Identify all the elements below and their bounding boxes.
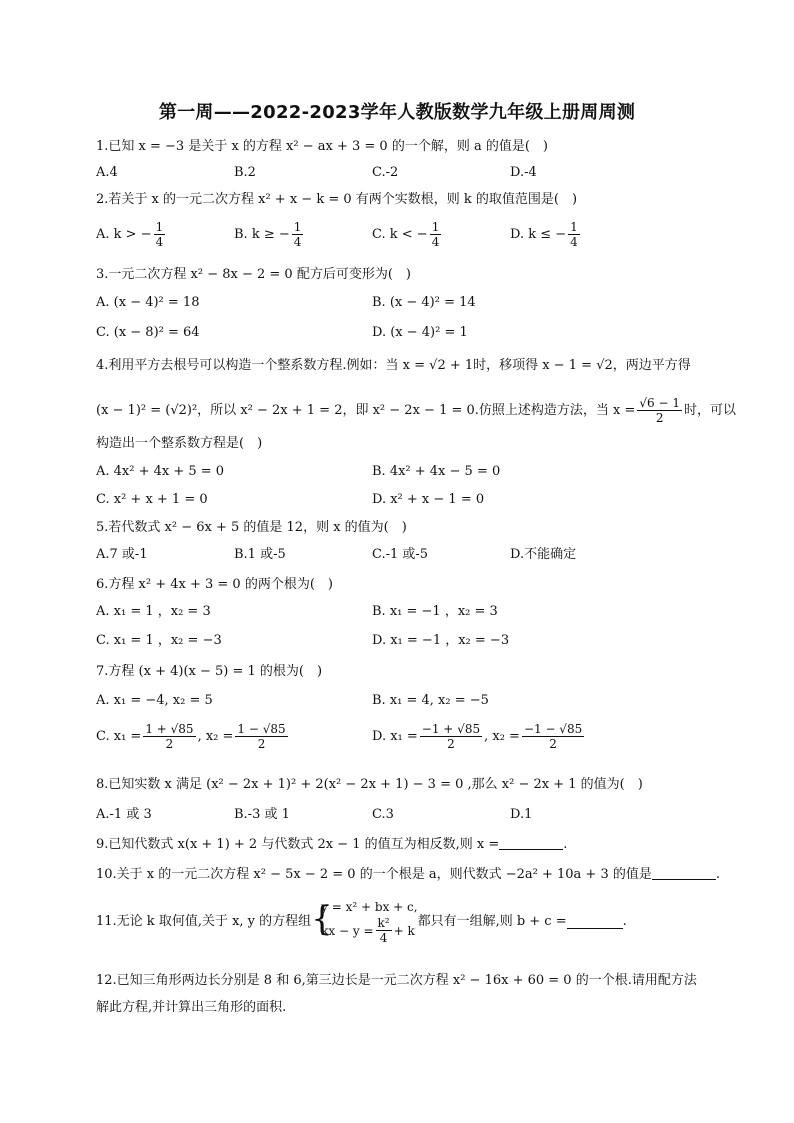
question-10-end: . — [715, 867, 720, 882]
q2-option-c — [372, 220, 443, 249]
q4-option-d: D. x² + x − 1 = 0 — [372, 492, 485, 507]
q7-option-a: A. x₁ = −4, x₂ = 5 — [96, 693, 213, 708]
fraction-numerator: 1 — [155, 220, 164, 234]
q7-option-d-label: D. x₁ = — [372, 729, 418, 744]
q2-option-b — [234, 220, 305, 249]
fraction-numerator: 1 − √85 — [237, 722, 286, 736]
fraction-denominator: 4 — [431, 235, 440, 249]
question-7: 7.方程 (x + 4)(x − 5) = 1 的根为( ) — [96, 664, 323, 679]
q3-option-c: C. (x − 8)² = 64 — [96, 325, 200, 340]
q5-option-b: B.1 或-5 — [234, 547, 286, 562]
question-11-suffix: 都只有一组解,则 b + c = — [417, 913, 567, 929]
fraction-numerator: 1 + √85 — [145, 722, 194, 736]
q8-option-a: A.-1 或 3 — [96, 807, 152, 822]
question-4-line-2 — [96, 396, 736, 425]
q5-option-d: D.不能确定 — [510, 547, 577, 562]
q6-option-a: A. x₁ = 1 ，x₂ = 3 — [96, 604, 211, 619]
answer-blank — [652, 866, 716, 880]
fraction — [430, 220, 442, 249]
left-brace-icon: { — [311, 899, 333, 939]
equation-1: y = x² + bx + c, — [321, 900, 418, 914]
question-9 — [96, 836, 567, 854]
question-1: 1.已知 x = −3 是关于 x 的方程 x² − ax + 3 = 0 的一个解，则 a 的值是( ) — [96, 139, 548, 154]
q7-option-d — [372, 722, 586, 751]
question-6: 6.方程 x² + 4x + 3 = 0 的两个根为( ) — [96, 577, 333, 592]
q7-option-c-label: C. x₁ = — [96, 729, 142, 744]
q8-option-c: C.3 — [372, 807, 394, 822]
fraction — [376, 916, 392, 945]
fraction-denominator: 2 — [549, 737, 557, 751]
answer-blank — [567, 915, 623, 929]
q8-option-b: B.-3 或 1 — [234, 807, 290, 822]
q6-option-c: C. x₁ = 1 ，x₂ = −3 — [96, 633, 222, 648]
fraction — [568, 220, 580, 249]
page-title: 第一周——2022-2023学年人教版数学九年级上册周周测 — [158, 102, 636, 123]
question-3: 3.一元二次方程 x² − 8x − 2 = 0 配方后可变形为( ) — [96, 267, 411, 282]
q2-option-c-label: C. k < − — [372, 227, 428, 242]
q1-option-a: A.4 — [96, 165, 118, 180]
question-12-line-2: 解此方程,并计算出三角形的面积. — [96, 1000, 287, 1015]
fraction-numerator: −1 + √85 — [421, 722, 481, 736]
question-4-line-1: 4.利用平方去根号可以构造一个整系数方程.例如：当 x = √2 + 1时，移项得 x − 1 = √2，两边平方得 — [96, 358, 691, 373]
q8-option-d: D.1 — [510, 807, 533, 822]
q2-option-d — [510, 220, 582, 249]
q2-option-d-label: D. k ≤ − — [510, 227, 567, 242]
question-4-line-2-a: (x − 1)² = (√2)²，所以 x² − 2x + 1 = 2，即 x² − 2x − 1 = 0.仿照上述构造方法，当 x = — [96, 403, 636, 418]
fraction — [292, 220, 304, 249]
fraction-denominator: 2 — [447, 737, 455, 751]
q7-option-b: B. x₁ = 4, x₂ = −5 — [372, 693, 489, 708]
q4-option-c: C. x² + x + 1 = 0 — [96, 492, 208, 507]
q7-option-d-mid: , x₂ = — [484, 729, 520, 744]
fraction-numerator: 1 — [293, 220, 302, 234]
q7-option-c — [96, 722, 290, 751]
fraction-denominator: 4 — [155, 235, 164, 249]
question-10 — [96, 866, 720, 884]
fraction-numerator: −1 − √85 — [523, 722, 583, 736]
equation-2-left: kx − y = — [321, 923, 374, 938]
q3-option-b: B. (x − 4)² = 14 — [372, 295, 476, 310]
answer-blank — [499, 836, 563, 850]
q2-option-b-label: B. k ≥ − — [234, 227, 290, 242]
q2-option-a-label: A. k > − — [96, 227, 152, 242]
fraction — [235, 722, 287, 751]
question-4-line-2-b: 时，可以 — [684, 403, 737, 418]
fraction — [143, 722, 195, 751]
question-11-prefix: 11.无论 k 取何值,关于 x, y 的方程组 — [96, 913, 312, 929]
question-9-text: 9.已知代数式 x(x + 1) + 2 与代数式 2x − 1 的值互为相反数,则 x = — [96, 837, 500, 852]
fraction-denominator: 4 — [293, 235, 302, 249]
fraction — [522, 722, 584, 751]
question-2: 2.若关于 x 的一元二次方程 x² + x − k = 0 有两个实数根，则 k 的取值范围是( ) — [96, 192, 578, 207]
q5-option-a: A.7 或-1 — [96, 547, 148, 562]
equation-2 — [321, 916, 417, 945]
question-11 — [96, 898, 627, 945]
fraction-numerator: 1 — [431, 220, 440, 234]
fraction-denominator: 2 — [257, 737, 266, 751]
question-4-line-3: 构造出一个整系数方程是( ) — [96, 436, 263, 451]
q6-option-d: D. x₁ = −1 ，x₂ = −3 — [372, 633, 510, 648]
fraction-denominator: 4 — [379, 931, 388, 945]
question-5: 5.若代数式 x² − 6x + 5 的值是 12，则 x 的值为( ) — [96, 520, 407, 535]
question-12-line-1: 12.已知三角形两边长分别是 8 和 6,第三边长是一元二次方程 x² − 16x + 60 = 0 的一个根.请用配方法 — [96, 973, 697, 988]
q1-option-b: B.2 — [234, 165, 256, 180]
q5-option-c: C.-1 或-5 — [372, 547, 429, 562]
q7-option-c-mid: , x₂ = — [197, 729, 234, 744]
q2-option-a — [96, 220, 167, 249]
fraction-denominator: 2 — [655, 411, 664, 425]
question-8: 8.已知实数 x 满足 (x² − 2x + 1)² + 2(x² − 2x + 1) − 3 = 0 ,那么 x² − 2x + 1 的值为( ) — [96, 777, 643, 792]
q1-option-c: C.-2 — [372, 165, 399, 180]
q6-option-b: B. x₁ = −1 ，x₂ = 3 — [372, 604, 498, 619]
q3-option-d: D. (x − 4)² = 1 — [372, 325, 468, 340]
q4-option-a: A. 4x² + 4x + 5 = 0 — [96, 464, 225, 479]
question-9-end: . — [563, 837, 568, 852]
equation-2-right: + k — [393, 923, 415, 938]
q1-option-d: D.-4 — [510, 165, 537, 180]
fraction-numerator: 1 — [570, 220, 578, 234]
fraction-denominator: 2 — [165, 737, 174, 751]
question-11-end: . — [622, 913, 627, 929]
q3-option-a: A. (x − 4)² = 18 — [96, 295, 200, 310]
fraction — [154, 220, 166, 249]
q4-option-b: B. 4x² + 4x − 5 = 0 — [372, 464, 501, 479]
fraction-numerator: k² — [377, 916, 390, 930]
fraction — [420, 722, 482, 751]
equation-system — [311, 898, 417, 945]
fraction-numerator: √6 − 1 — [639, 396, 680, 410]
fraction — [637, 396, 682, 425]
question-10-text: 10.关于 x 的一元二次方程 x² − 5x − 2 = 0 的一个根是 a，则代数式 −2a² + 10a + 3 的值是 — [96, 867, 652, 882]
fraction-denominator: 4 — [570, 235, 578, 249]
